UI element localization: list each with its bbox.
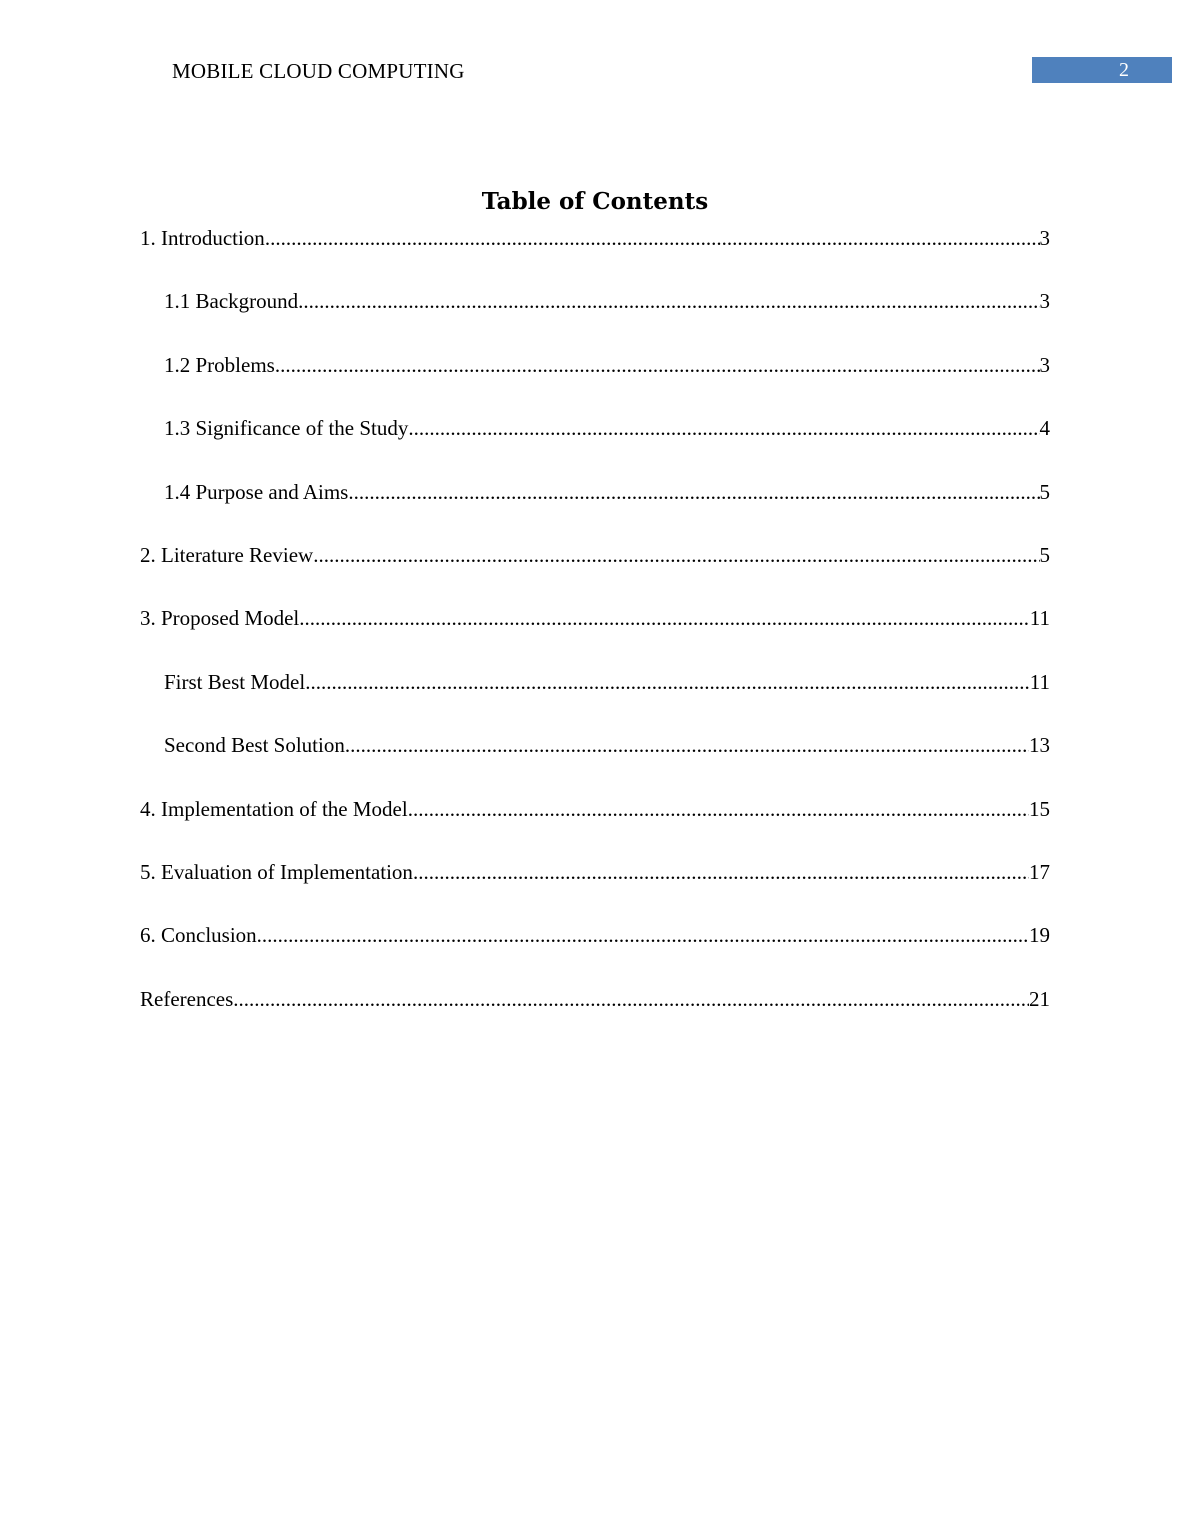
toc-title: Table of Contents xyxy=(481,188,709,215)
toc-list xyxy=(140,225,1050,1049)
toc-entry-problems[interactable] xyxy=(140,352,1050,415)
toc-entry-proposed-model[interactable] xyxy=(140,605,1050,668)
toc-entry-label: 5. Evaluation of Implementation xyxy=(140,859,413,884)
toc-entry-references[interactable] xyxy=(140,986,1050,1049)
toc-entry-page: 5 xyxy=(1039,479,1050,504)
toc-dot-leader xyxy=(345,732,1029,758)
toc-dot-leader xyxy=(299,605,1030,631)
toc-entry-evaluation[interactable] xyxy=(140,859,1050,922)
toc-entry-page: 4 xyxy=(1039,416,1050,441)
toc-dot-leader xyxy=(408,415,1039,441)
toc-entry-label: 3. Proposed Model xyxy=(140,606,300,631)
toc-entry-label: 1.2 Problems xyxy=(164,352,275,377)
toc-dot-leader xyxy=(348,479,1039,505)
toc-entry-page: 19 xyxy=(1029,923,1050,948)
toc-dot-leader xyxy=(305,669,1030,695)
toc-dot-leader xyxy=(233,986,1029,1012)
toc-entry-page: 3 xyxy=(1039,289,1050,314)
toc-entry-page: 11 xyxy=(1029,606,1050,631)
toc-dot-leader xyxy=(413,859,1029,885)
toc-dot-leader xyxy=(313,542,1039,568)
toc-entry-label: First Best Model xyxy=(164,669,306,694)
toc-entry-literature-review[interactable] xyxy=(140,542,1050,605)
toc-entry-page: 21 xyxy=(1029,986,1050,1011)
toc-entry-page: 3 xyxy=(1039,226,1050,250)
toc-entry-purpose-aims[interactable] xyxy=(140,479,1050,542)
toc-dot-leader xyxy=(298,288,1039,314)
toc-entry-page: 3 xyxy=(1039,352,1050,377)
toc-entry-second-best-solution[interactable] xyxy=(140,732,1050,795)
toc-entry-label: 6. Conclusion xyxy=(140,923,257,948)
toc-dot-leader xyxy=(275,352,1040,378)
toc-entry-label: 1.4 Purpose and Aims xyxy=(164,479,349,504)
toc-entry-page: 13 xyxy=(1029,733,1050,758)
toc-entry-page: 15 xyxy=(1029,796,1050,821)
toc-entry-label: 4. Implementation of the Model xyxy=(140,796,408,821)
toc-entry-label: 2. Literature Review xyxy=(140,542,314,567)
toc-entry-page: 17 xyxy=(1029,859,1050,884)
toc-entry-conclusion[interactable] xyxy=(140,922,1050,985)
toc-entry-first-best-model[interactable] xyxy=(140,669,1050,732)
toc-entry-page: 5 xyxy=(1039,542,1050,567)
toc-entry-label: References xyxy=(140,986,234,1011)
toc-entry-introduction[interactable] xyxy=(140,225,1050,288)
toc-entry-label: 1. Introduction xyxy=(140,226,265,250)
toc-entry-significance[interactable] xyxy=(140,415,1050,478)
toc-entry-background[interactable] xyxy=(140,288,1050,351)
page-number-badge: 2 xyxy=(1032,57,1172,83)
toc-entry-implementation[interactable] xyxy=(140,796,1050,859)
toc-entry-label: Second Best Solution xyxy=(164,733,345,758)
running-header-title: MOBILE CLOUD COMPUTING xyxy=(172,59,465,83)
toc-dot-leader xyxy=(408,796,1029,822)
toc-entry-label: 1.1 Background xyxy=(164,289,299,314)
toc-dot-leader xyxy=(265,225,1040,251)
toc-entry-page: 11 xyxy=(1029,669,1050,694)
toc-entry-label: 1.3 Significance of the Study xyxy=(164,416,409,441)
toc-dot-leader xyxy=(257,922,1029,948)
